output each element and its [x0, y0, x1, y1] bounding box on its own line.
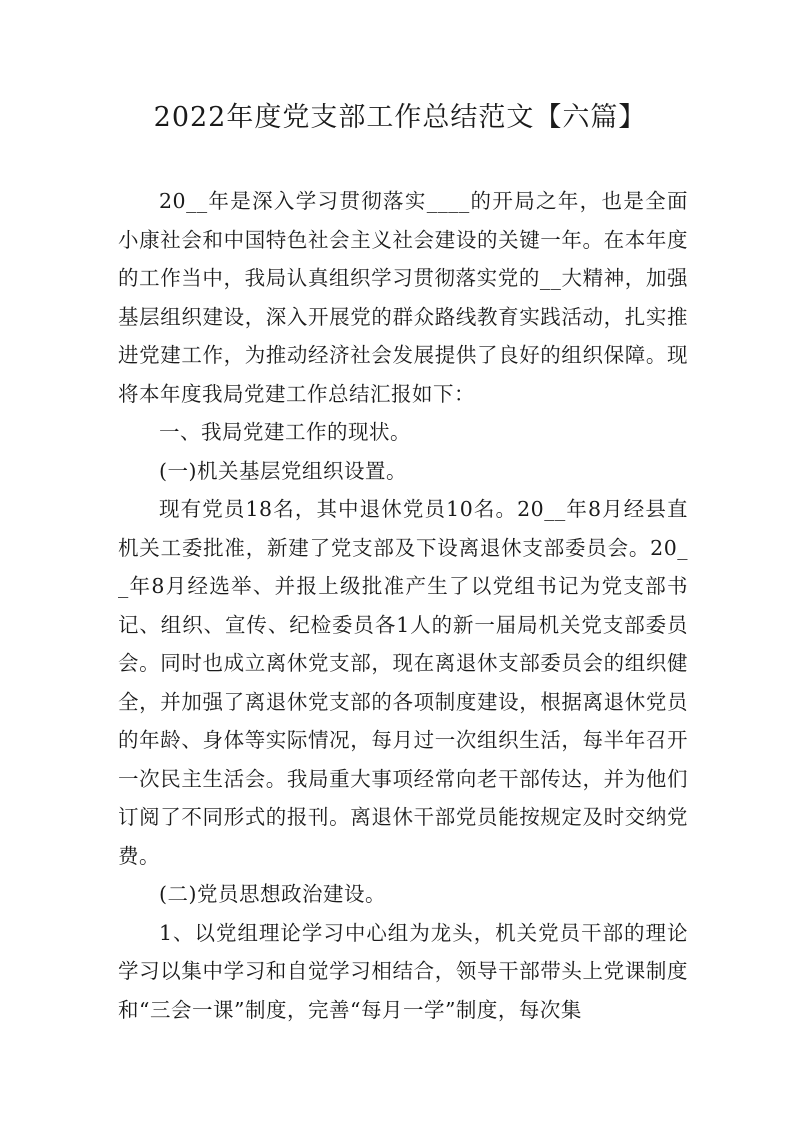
organization-paragraph: 现有党员18名，其中退休党员10名。20__年8月经县直机关工委批准，新建了党支部及下设离退休支部委员会。20__年8月经选举、并报上级批准产生了以党组书记为党支部书记、组织、宣传、纪检委员各1人的新一届局机关党支部委员会。同时也成立离休党支部，现在离退休支部委员会的组织健全，并加强了离退休党支部的各项制度建设，根据离退休党员的年龄、身体等实际情况，每月过一次组织生活，每半年召开一次民主生活会。我局重大事项经常向老干部传达，并为他们订阅了不同形式的报刊。离退休干部党员能按规定及时交纳党费。 [118, 497, 688, 868]
subsection-heading-1: (一)机关基层党组织设置。 [159, 458, 407, 483]
intro-paragraph: 20__年是深入学习贯彻落实____的开局之年，也是全面小康社会和中国特色社会主义社会建设的关键一年。在本年度的工作当中，我局认真组织学习贯彻落实党的__大精神，加强基层组织建设，深入开展党的群众路线教育实践活动，扎实推进党建工作，为推动经济社会发展提供了良好的组织保障。现将本年度我局党建工作总结汇报如下： [118, 189, 688, 406]
document-body [118, 182, 688, 1029]
study-paragraph: 1、以党组理论学习中心组为龙头，机关党员干部的理论学习以集中学习和自觉学习相结合，领导干部带头上党课制度和“三会一课”制度，完善“每月一学”制度，每次集 [118, 920, 688, 1022]
section-heading-1: 一、我局党建工作的现状。 [159, 420, 411, 444]
document-title: 2022年度党支部工作总结范文【六篇】 [153, 102, 647, 133]
subsection-heading-2: (二)党员思想政治建设。 [159, 882, 386, 906]
